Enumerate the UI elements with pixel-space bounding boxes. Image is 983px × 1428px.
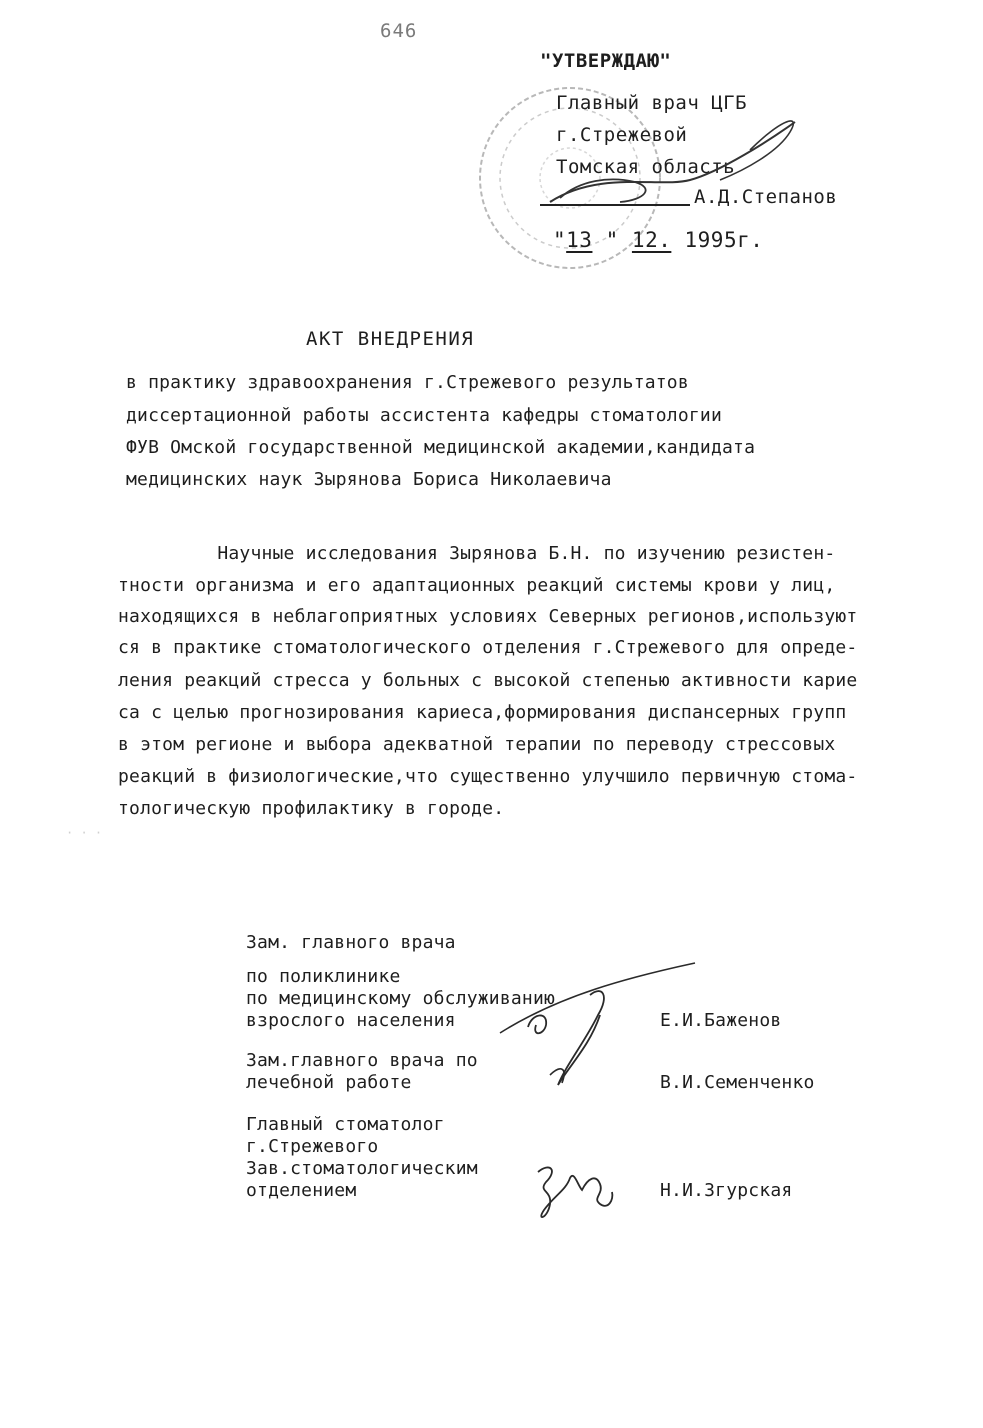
sig3-title-line-3: Зав.стоматологическим bbox=[246, 1158, 478, 1179]
date-day: 13 bbox=[566, 228, 593, 252]
approval-date: "13 " 12. 1995г. bbox=[553, 228, 764, 252]
body-line-1: Научные исследования Зырянова Б.Н. по изучению резистен- bbox=[118, 543, 836, 564]
handwritten-signature-zgurskaya bbox=[530, 1160, 620, 1230]
sig2-title-line-2: лечебной работе bbox=[246, 1072, 412, 1093]
body-line-7: в этом регионе и выбора адекватной терапии по переводу стрессовых bbox=[118, 734, 836, 755]
body-line-6: са с целью прогнозирования кариеса,формирования диспансерных групп bbox=[118, 702, 847, 723]
sig1-title-line-4: взрослого населения bbox=[246, 1010, 456, 1031]
body-line-5: ления реакций стресса у больных с высокой степенью активности карие bbox=[118, 670, 858, 691]
sig3-title-line-4: отделением bbox=[246, 1180, 357, 1201]
approval-handwritten-signature bbox=[540, 110, 810, 220]
sig2-name: В.И.Семенченко bbox=[660, 1072, 815, 1093]
sig2-title-line-1: Зам.главного врача по bbox=[246, 1050, 478, 1071]
subject-line-2: диссертационной работы ассистента кафедры стоматологии bbox=[126, 405, 722, 426]
sig3-title-line-2: г.Стрежевого bbox=[246, 1136, 379, 1157]
document-title: АКТ ВНЕДРЕНИЯ bbox=[306, 328, 475, 350]
date-year: 1995г. bbox=[684, 228, 764, 252]
subject-line-3: ФУВ Омской государственной медицинской академии,кандидата bbox=[126, 437, 756, 458]
approval-position: Главный врач ЦГБ bbox=[556, 92, 748, 114]
scan-speck: · · · bbox=[66, 826, 103, 840]
body-line-4: ся в практике стоматологического отделения г.Стрежевого для опреде- bbox=[118, 637, 858, 658]
subject-line-4: медицинских наук Зырянова Бориса Николаевича bbox=[126, 469, 612, 490]
body-line-9: тологическую профилактику в городе. bbox=[118, 798, 505, 819]
approval-signatory: А.Д.Степанов bbox=[694, 186, 838, 208]
sig1-name: Е.И.Баженов bbox=[660, 1010, 782, 1031]
body-line-3: находящихся в неблагоприятных условиях Северных регионов,используют bbox=[118, 606, 858, 627]
body-line-2: тности организма и его адаптационных реакций системы крови у лиц, bbox=[118, 575, 836, 596]
page-number: 646 bbox=[380, 20, 418, 42]
sig1-title-line-2: по поликлинике bbox=[246, 966, 401, 987]
approval-heading: "УТВЕРЖДАЮ" bbox=[540, 50, 672, 72]
sig3-title-line-1: Главный стоматолог bbox=[246, 1114, 445, 1135]
sig3-name: Н.И.Згурская bbox=[660, 1180, 793, 1201]
date-month: 12. bbox=[631, 228, 672, 252]
approval-city: г.Стрежевой bbox=[556, 124, 688, 146]
sig1-title-line-3: по медицинскому обслуживанию bbox=[246, 988, 556, 1009]
sig1-title-line-1: Зам. главного врача bbox=[246, 932, 456, 953]
body-line-8: реакций в физиологические,что существенно улучшило первичную стома- bbox=[118, 766, 858, 787]
approval-region: Томская область bbox=[556, 156, 736, 178]
subject-line-1: в практику здравоохранения г.Стрежевого результатов bbox=[126, 372, 689, 393]
handwritten-signature-bazhenov bbox=[470, 955, 700, 1095]
